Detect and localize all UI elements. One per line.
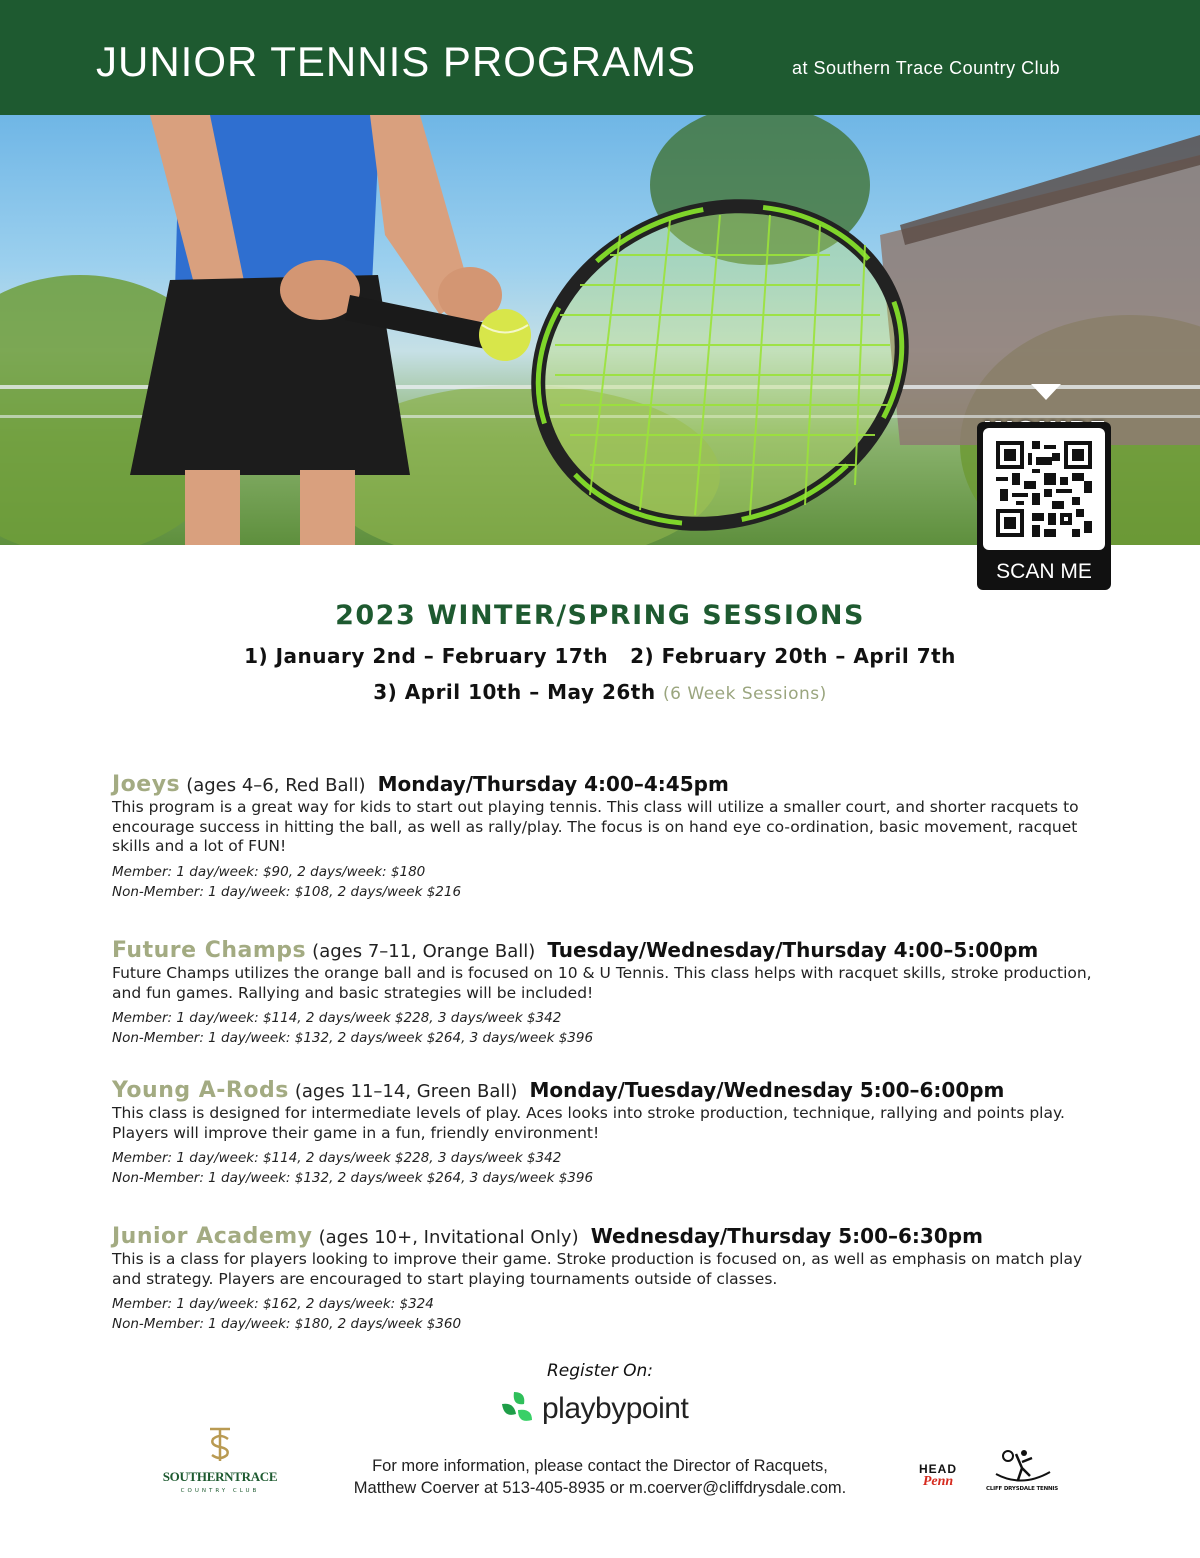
program-joeys [112,772,1132,902]
program-ages: (ages 4–6, Red Ball) [186,775,366,796]
session-dates-row-1 [0,644,1200,668]
cliff-drysdale-player-icon [986,1448,1058,1486]
page-subtitle: at Southern Trace Country Club [792,58,1061,78]
session-dates-row-2 [0,680,1200,704]
qr-code-card[interactable] [977,422,1111,590]
scan-me-label: SCAN ME [996,560,1092,583]
qr-code-icon [996,441,1092,537]
program-schedule: Tuesday/Wednesday/Thursday 4:00–5:00pm [547,938,1039,962]
playbypoint-leaf-icon [500,1390,536,1428]
member-price: Member: 1 day/week: $114, 2 days/week $228, 3 days/week $342 [112,1010,562,1026]
page-title: JUNIOR TENNIS PROGRAMS [96,38,696,85]
program-description: This program is a great way for kids to start out playing tennis. This class will utilize a smaller court, and shorter racquets to encourage success in hitting the ball, as well as rally/play. The focus is on hand eye co-ordination, basic movement, racquet skills and a lot of FUN! [112,798,1079,855]
arrow-down-icon [1031,384,1061,400]
contact-line-2[interactable]: Matthew Coerver at 513-405-8935 or m.coerver@cliffdrysdale.com. [353,1479,847,1497]
sessions-title: 2023 WINTER/SPRING SESSIONS [335,600,865,631]
program-schedule: Wednesday/Thursday 5:00–6:30pm [590,1224,983,1248]
program-junior-academy [112,1224,1132,1334]
program-description: This is a class for players looking to improve their game. Stroke production is focused on, as well as emphasis on match play and strategy. Players are encouraged to start playing tournaments outside of classes. [112,1250,1083,1288]
cliff-drysdale-logo [986,1448,1058,1490]
program-ages: (ages 10+, Invitational Only) [318,1227,579,1248]
member-price: Member: 1 day/week: $114, 2 days/week $228, 3 days/week $342 [112,1150,562,1166]
nonmember-price: Non-Member: 1 day/week: $132, 2 days/week $264, 3 days/week $396 [112,1030,594,1046]
penn-wordmark: Penn [922,1474,954,1489]
header-banner [0,0,1200,115]
program-schedule: Monday/Thursday 4:00–4:45pm [377,772,729,796]
program-name: Future Champs [112,938,307,963]
session-note: (6 Week Sessions) [663,684,827,704]
program-description: This class is designed for intermediate levels of play. Aces looks into stroke production, technique, rallying and points play. Players will improve their game in a fun, friendly environment! [112,1104,1065,1142]
playbypoint-link[interactable] [500,1390,720,1430]
cliff-drysdale-wordmark: CLIFF DRYSDALE TENNIS [986,1486,1058,1492]
program-young-a-rods [112,1078,1132,1188]
program-name: Junior Academy [112,1224,313,1249]
session-2: 2) February 20th – April 7th [630,644,956,668]
playbypoint-wordmark: playbypoint [542,1392,689,1425]
register-label: Register On: [546,1361,654,1381]
program-ages: (ages 7–11, Orange Ball) [312,941,536,962]
contact-line-1: For more information, please contact the Director of Racquets, [372,1457,828,1475]
club-subtitle: COUNTRY CLUB [180,1488,260,1494]
qr-code[interactable] [983,428,1105,550]
program-name: Young A-Rods [112,1078,289,1103]
program-schedule: Monday/Tuesday/Wednesday 5:00–6:00pm [529,1078,1005,1102]
program-ages: (ages 11–14, Green Ball) [294,1081,518,1102]
member-price: Member: 1 day/week: $90, 2 days/week: $180 [112,863,426,880]
head-penn-logo [906,1462,970,1490]
club-name: SOUTHERNTRACE [162,1469,278,1484]
session-1: 1) January 2nd – February 17th [244,644,609,668]
nonmember-price: Non-Member: 1 day/week: $180, 2 days/week $360 [112,1316,462,1332]
nonmember-price: Non-Member: 1 day/week: $132, 2 days/week $264, 3 days/week $396 [112,1170,594,1186]
head-wordmark: HEAD [918,1462,957,1476]
nonmember-price: Non-Member: 1 day/week: $108, 2 days/week $216 [112,883,462,900]
program-description: Future Champs utilizes the orange ball and is focused on 10 & U Tennis. This class helps with racquet skills, stroke production, and fun games. Rallying and basic strategies will be included! [112,964,1092,1002]
program-future-champs [112,938,1132,1048]
program-name: Joeys [112,772,181,797]
member-price: Member: 1 day/week: $162, 2 days/week: $324 [112,1296,434,1312]
session-3: 3) April 10th – May 26th [373,680,656,704]
